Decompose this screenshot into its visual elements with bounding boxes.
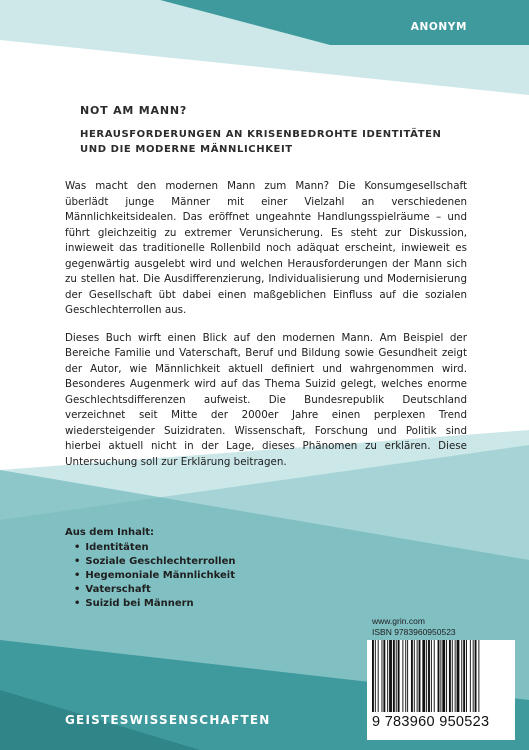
blurb-paragraph: Was macht den modernen Mann zum Mann? Die Konsumgesellschaft überlädt junge Männer mit einer Vielzahl an verschiedenen Männlichkeitsidealen. Das eröffnet ungeahnte Handlungsspielräume – und führt gleichzeitig zu extremer Verunsicherung. Es steht zur Diskussion, inwieweit das traditionelle Rollenbild noch adäquat erscheint, inwieweit es gegenwärtig ausgelebt wird und welchen Herausforderungen der Mann sich zu stellen hat. Die Ausdifferenzierung, Individualisierung und Modernisierung der Gesellschaft übt dabei einen maßgeblichen Einfluss auf die sozialen Geschlechterrollen aus.	[65, 180, 467, 316]
barcode-bar	[475, 640, 477, 712]
barcode-bar	[470, 640, 471, 712]
contents-item: • Identitäten	[74, 541, 305, 555]
barcode-bar	[463, 640, 465, 712]
barcode-bar	[382, 640, 383, 712]
isbn-label: ISBN 9783960950523	[372, 627, 456, 637]
barcode-bar	[422, 640, 425, 712]
contents-item: • Hegemoniale Männlichkeit	[74, 569, 305, 583]
contents-list	[65, 541, 305, 611]
barcode-bar	[387, 640, 388, 712]
barcode-bar	[396, 640, 397, 712]
isbn-barcode	[372, 640, 512, 716]
barcode-bar	[407, 640, 408, 712]
barcode-digits: 9 783960 950523	[372, 714, 490, 730]
barcode-bar	[452, 640, 453, 712]
publisher-website: www.grin.com	[372, 616, 425, 626]
barcode-bar	[473, 640, 474, 712]
barcode-bar	[449, 640, 451, 712]
barcode-bar	[405, 640, 406, 712]
barcode-bar	[455, 640, 456, 712]
barcode-bar	[440, 640, 441, 712]
barcode-bar	[466, 640, 467, 712]
barcode-bar	[398, 640, 400, 712]
barcode-bar	[428, 640, 430, 712]
barcode-bar	[461, 640, 462, 712]
barcode-bar	[431, 640, 432, 712]
barcode-bar	[457, 640, 460, 712]
book-title: NOT AM MANN?	[80, 104, 188, 117]
barcode-bar	[426, 640, 427, 712]
blurb-text	[65, 179, 467, 482]
contents-box	[65, 527, 305, 611]
barcode-bar	[393, 640, 395, 712]
barcode-bar	[438, 640, 440, 712]
barcode-bar	[414, 640, 415, 712]
subtitle-line: HERAUSFORDERUNGEN AN KRISENBEDROHTE IDENTITÄTEN	[80, 129, 442, 140]
author-name: ANONYM	[410, 21, 467, 33]
contents-item: • Soziale Geschlechterrollen	[74, 555, 305, 569]
barcode-bar	[372, 640, 374, 712]
barcode-bar	[411, 640, 413, 712]
subtitle-line: UND DIE MODERNE MÄNNLICHKEIT	[80, 143, 293, 155]
barcode-bar	[442, 640, 445, 712]
barcode-bar	[389, 640, 392, 712]
barcode-bar	[375, 640, 376, 712]
barcode-bar	[417, 640, 418, 712]
barcode-bar	[419, 640, 421, 712]
barcode-bar	[378, 640, 379, 712]
barcode-bar	[446, 640, 447, 712]
contents-item: • Suizid bei Männern	[74, 597, 305, 611]
barcode-bar	[383, 640, 385, 712]
book-subtitle	[80, 128, 460, 157]
contents-item: • Vaterschaft	[74, 583, 305, 597]
blurb-paragraph: Dieses Buch wirft einen Blick auf den modernen Mann. Am Beispiel der Bereiche Familie und Vaterschaft, Beruf und Bildung sowie Gesundheit zeigt der Autor, wie Männlichkeit aktuell definiert und wahrgenommen wird. Besonderes Augenmerk wird auf das Thema Suizid gelegt, welches enorme Geschlechtsdifferenzen aufweist. Die Bundesrepublik Deutschland verzeichnet seit Mitte der 2000er Jahre einen perplexen Trend wiedersteigender Suizidraten. Wissenschaft, Forschung und Politik sind hierbei aktuell nicht in der Lage, dieses Phänomen zu erklären. Diese Untersuchung soll zur Erklärung beitragen.	[65, 331, 467, 468]
contents-heading: Aus dem Inhalt:	[65, 527, 155, 538]
series-label: GEISTESWISSENSCHAFTEN	[65, 713, 271, 727]
publisher-info	[372, 616, 456, 638]
barcode-bar	[478, 640, 479, 712]
barcode-bar	[434, 640, 435, 712]
barcode-bar	[402, 640, 403, 712]
